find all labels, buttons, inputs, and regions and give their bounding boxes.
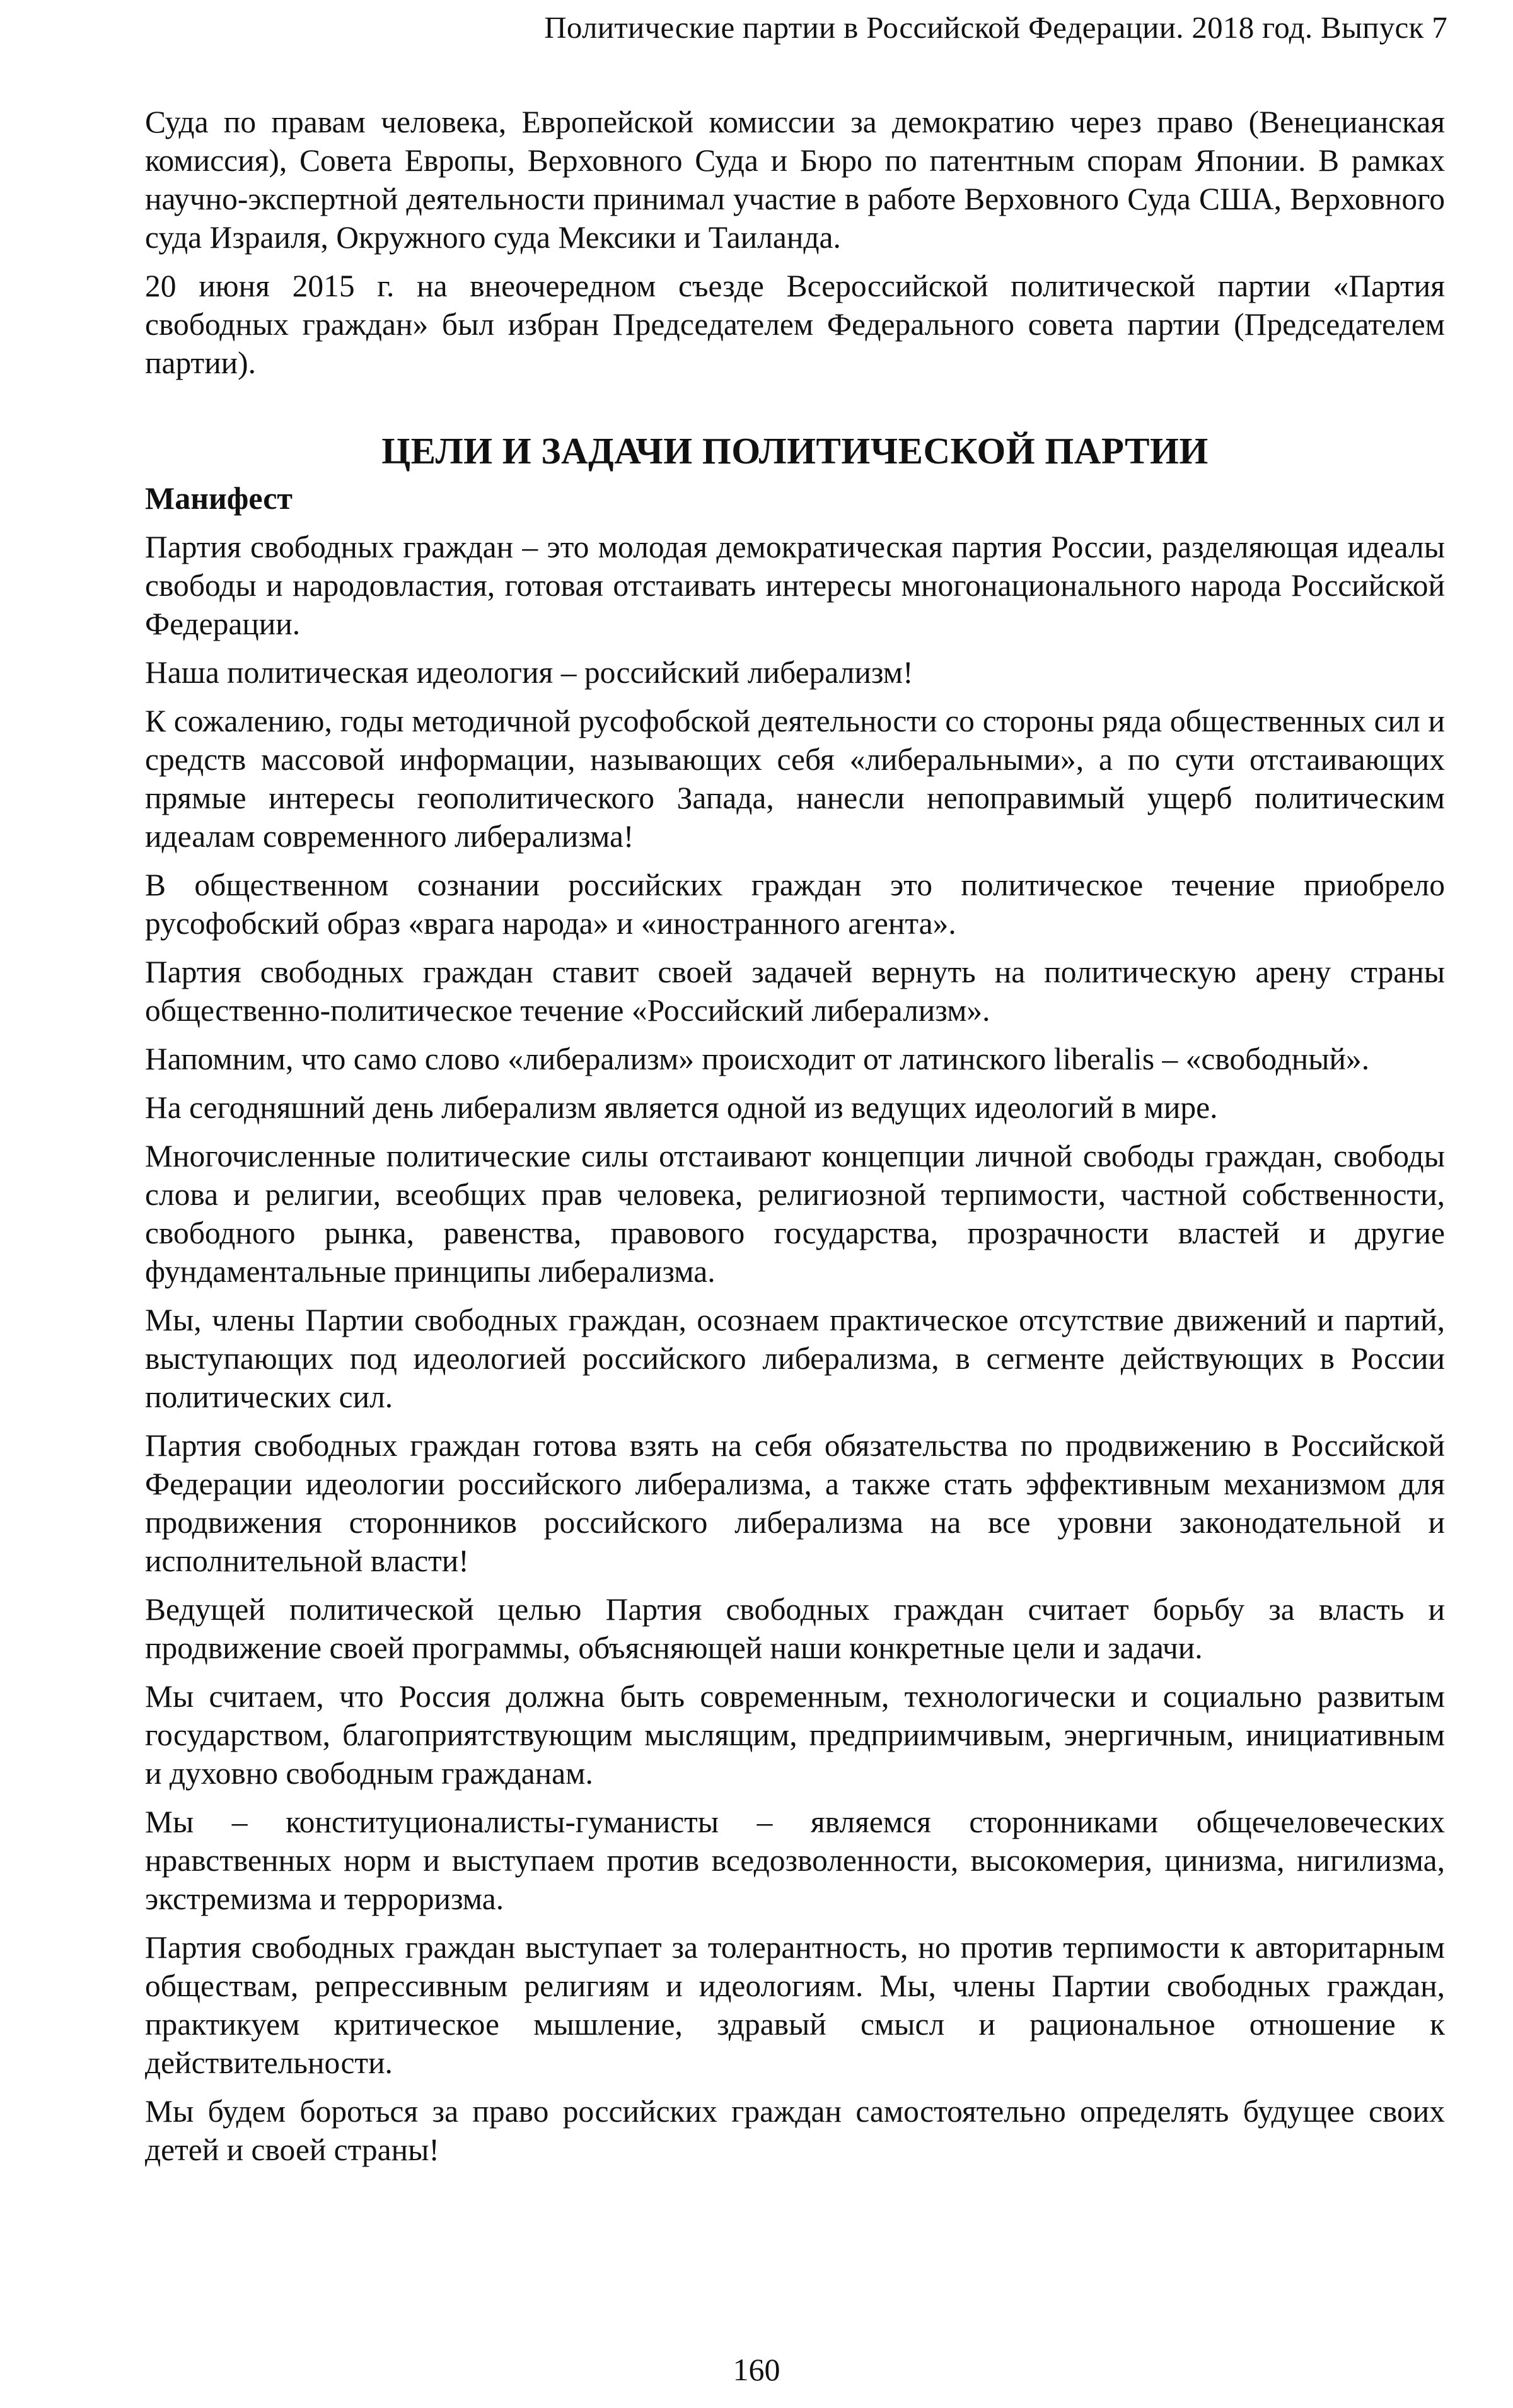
manifest-paragraph: Ведущей политической целью Партия свободных граждан считает борьбу за власть и продвижение своей программы, объясняющей наши конкретные цели и задачи. [145,1592,1445,1665]
manifest-paragraph: Напомним, что само слово «либерализм» происходит от латинского liberalis – «свободный». [145,1042,1370,1076]
manifest-paragraph: Партия свободных граждан выступает за толерантность, но против терпимости к авторитарным обществам, репрессивным религиям и идеологиям. Мы, члены Партии свободных граждан, практикуем критическое мышление, здравый смысл и рациональное отношение к действительности. [145,1930,1445,2080]
manifest-paragraph: Мы считаем, что Россия должна быть современным, технологически и социально развитым государством, благоприятствующим мыслящим, предприимчивым, энергичным, инициативным и духовно свободным гражданам. [145,1679,1445,1791]
page-body [145,103,1445,2169]
manifest-paragraph: Партия свободных граждан ставит своей задачей вернуть на политическую арену страны общественно-политическое течение «Российский либерализм». [145,955,1445,1028]
intro-paragraph: 20 июня 2015 г. на внеочередном съезде Всероссийской политической партии «Партия свободных граждан» был избран Председателем Федерального совета партии (Председателем партии). [145,269,1445,380]
manifest-paragraph: Партия свободных граждан – это молодая демократическая партия России, разделяющая идеалы свободы и народовластия, готовая отстаивать интересы многонационального народа Российской Федерации. [145,530,1445,641]
manifest-paragraph: Мы – конституционалисты-гуманисты – являемся сторонниками общечеловеческих нравственных норм и выступаем против вседозволенности, высокомерия, цинизма, нигилизма, экстремизма и терроризма. [145,1805,1445,1916]
manifest-paragraph: На сегодняшний день либерализм является одной из ведущих идеологий в мире. [145,1090,1218,1125]
manifest-paragraph: К сожалению, годы методичной русофобской деятельности со стороны ряда общественных сил и средств массовой информации, называющих себя «либеральными», а по сути отстаивающих прямые интересы геополитического Запада, нанесли непоправимый ущерб политическим идеалам современного либерализма! [145,704,1445,854]
manifest-paragraph: Мы будем бороться за право российских граждан самостоятельно определять будущее своих детей и своей страны! [145,2094,1445,2167]
manifest-paragraph: В общественном сознании российских граждан это политическое течение приобрело русофобский образ «врага народа» и «иностранного агента». [145,868,1445,941]
manifest-paragraph: Партия свободных граждан готова взять на себя обязательства по продвижению в Российской Федерации идеологии российского либерализма, а также стать эффективным механизмом для продвижения сторонников российского либерализма на все уровни законодательной и исполнительной власти! [145,1428,1445,1578]
section-title: ЦЕЛИ И ЗАДАЧИ ПОЛИТИЧЕСКОЙ ПАРТИИ [381,430,1209,472]
manifest-paragraph: Мы, члены Партии свободных граждан, осознаем практическое отсутствие движений и партий, выступающих под идеологией российского либерализма, в сегменте действующих в России политических сил. [145,1303,1445,1414]
subsection-title: Манифест [145,480,293,516]
manifest-paragraph: Наша политическая идеология – российский либерализм! [145,655,913,690]
running-header: Политические партии в Российской Федерации. 2018 год. Выпуск 7 [544,10,1447,45]
intro-paragraph: Суда по правам человека, Европейской комиссии за демократию через право (Венецианская комиссия), Совета Европы, Верховного Суда и Бюро по патентным спорам Японии. В рамках научно-экспертной деятельности принимал участие в работе Верховного Суда США, Верховного суда Израиля, Окружного суда Мексики и Таиланда. [145,105,1445,255]
page-number: 160 [733,2352,780,2387]
manifest-paragraph: Многочисленные политические силы отстаивают концепции личной свободы граждан, свободы слова и религии, всеобщих прав человека, религиозной терпимости, частной собственности, свободного рынка, равенства, правового государства, прозрачности властей и другие фундаментальные принципы либерализма. [145,1139,1445,1289]
